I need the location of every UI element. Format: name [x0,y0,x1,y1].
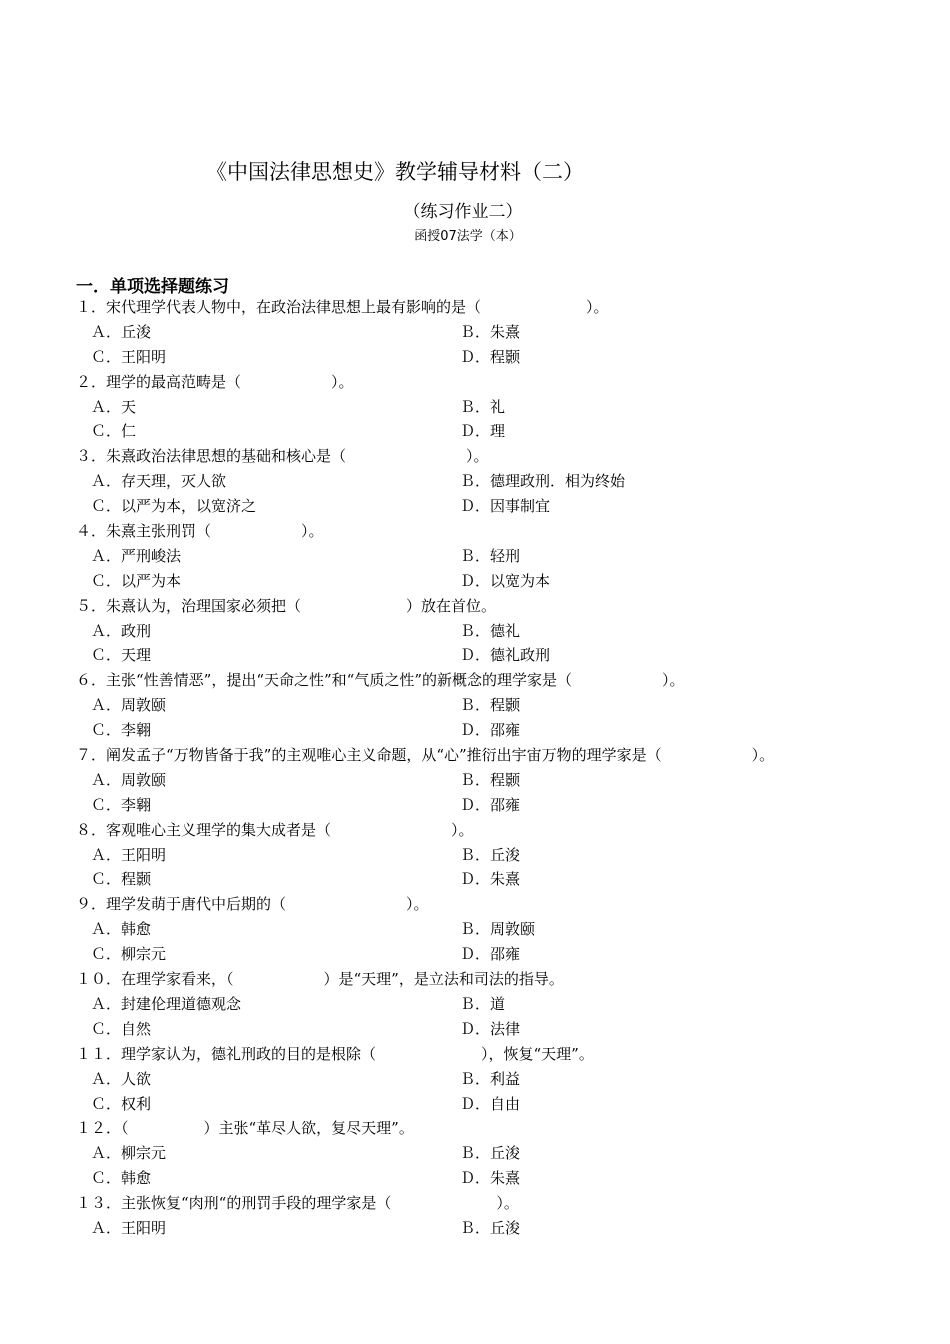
option-row [76,1067,946,1092]
option-right: Ｂ．德理政刑．相为终始 [460,472,626,491]
option-left: Ａ．王阳明 [91,1218,167,1237]
option-left: Ａ．封建伦理道德观念 [91,994,242,1013]
option-left: Ｃ．韩愈 [91,1169,152,1188]
option-left: Ａ．周敦颐 [91,696,167,715]
document-title: 《中国法律思想史》教学辅导材料（二） [206,160,584,184]
option-left: Ａ．王阳明 [91,845,167,864]
question-stem: １０．在理学家看来，（ ）是“天理”，是立法和司法的指导。 [76,970,564,989]
option-row [76,643,946,668]
question-stem: ８．客观唯心主义理学的集大成者是（ ）。 [76,820,474,839]
option-right: Ｄ．因事制宜 [460,497,551,516]
option-row [76,345,946,370]
option-left: Ｃ．李翱 [91,721,152,740]
option-right: Ｄ．法律 [460,1019,521,1038]
option-right: Ｂ．程颢 [460,770,521,789]
option-right: Ｂ．利益 [460,1069,521,1088]
question-stem: １２．（ ）主张“革尽人欲，复尽天理”。 [76,1119,414,1138]
option-right: Ｄ．邵雍 [460,795,521,814]
question-stem: ９．理学发萌于唐代中后期的（ ）。 [76,895,429,914]
option-left: Ａ．丘浚 [91,322,152,341]
option-right: Ｂ．丘浚 [460,1144,521,1163]
option-left: Ａ．政刑 [91,621,152,640]
option-left: Ｃ．程颢 [91,870,152,889]
document-course-line: 函授07法学（本） [414,229,522,244]
option-row [76,469,946,494]
option-right: Ｂ．轻刑 [460,546,521,565]
option-row [76,494,946,519]
option-right: Ｄ．邵雍 [460,945,521,964]
option-right: Ｂ．朱熹 [460,322,521,341]
option-row [76,1017,946,1042]
option-row [76,569,946,594]
option-right: Ｂ．丘浚 [460,845,521,864]
option-left: Ｃ．以严为本，以宽济之 [91,497,257,516]
option-right: Ｄ．邵雍 [460,721,521,740]
question-list [76,295,946,1241]
option-left: Ａ．存天理，灭人欲 [91,472,227,491]
option-left: Ａ．韩愈 [91,920,152,939]
option-right: Ｂ．丘浚 [460,1218,521,1237]
option-row [76,320,946,345]
option-right: Ｄ．以宽为本 [460,571,551,590]
question-stem: １３．主张恢复“肉刑“的刑罚手段的理学家是（ ）。 [76,1194,519,1213]
question-stem: ６．主张“性善情恶”，提出“天命之性”和“气质之性”的新概念的理学家是（ ）。 [76,671,685,690]
option-row [76,793,946,818]
question-stem: １１．理学家认为，德礼刑政的目的是根除（ ），恢复“天理”。 [76,1044,594,1063]
option-row [76,942,946,967]
option-row [76,718,946,743]
option-right: Ｂ．周敦颐 [460,920,536,939]
option-row [76,1166,946,1191]
option-row [76,544,946,569]
option-left: Ａ．周敦颐 [91,770,167,789]
option-left: Ａ．人欲 [91,1069,152,1088]
option-right: Ｄ．程颢 [460,347,521,366]
option-row [76,992,946,1017]
option-row [76,867,946,892]
option-left: Ｃ．李翱 [91,795,152,814]
option-row [76,395,946,420]
option-right: Ｂ．德礼 [460,621,521,640]
option-left: Ａ．天 [91,397,137,416]
option-right: Ｄ．自由 [460,1094,521,1113]
option-right: Ｂ．程颢 [460,696,521,715]
option-left: Ａ．柳宗元 [91,1144,167,1163]
question-stem: １．宋代理学代表人物中，在政治法律思想上最有影响的是（ ）。 [76,298,609,316]
question-stem: ４．朱熹主张刑罚（ ）。 [76,522,324,541]
option-left: Ｃ．柳宗元 [91,945,167,964]
option-left: Ｃ．天理 [91,646,152,665]
option-row [76,1141,946,1166]
question-stem: ５．朱熹认为，治理国家必须把（ ）放在首位。 [76,596,497,615]
option-row [76,693,946,718]
option-right: Ｄ．德礼政刑 [460,646,551,665]
option-left: Ａ．严刑峻法 [91,546,182,565]
option-left: Ｃ．仁 [91,422,137,441]
option-row [76,768,946,793]
option-row [76,843,946,868]
option-left: Ｃ．权利 [91,1094,152,1113]
option-right: Ｄ．朱熹 [460,1169,521,1188]
option-row [76,1216,946,1241]
option-row [76,917,946,942]
option-right: Ｂ．道 [460,994,506,1013]
document-subtitle: （练习作业二） [403,202,523,222]
question-stem: ７．阐发孟子“万物皆备于我”的主观唯心主义命题，从“心”推衍出宇宙万物的理学家是（ ）。 [76,746,775,765]
section-heading: 一．单项选择题练习 [76,277,229,297]
option-right: Ｄ．理 [460,422,506,441]
option-left: Ｃ．自然 [91,1019,152,1038]
option-row [76,419,946,444]
option-row [76,1092,946,1117]
option-left: Ｃ．以严为本 [91,571,182,590]
option-left: Ｃ．王阳明 [91,347,167,366]
option-right: Ｂ．礼 [460,397,506,416]
question-stem: ３．朱熹政治法律思想的基础和核心是（ ）。 [76,447,489,466]
option-row [76,619,946,644]
question-stem: ２．理学的最高范畴是（ ）。 [76,372,354,391]
option-right: Ｄ．朱熹 [460,870,521,889]
